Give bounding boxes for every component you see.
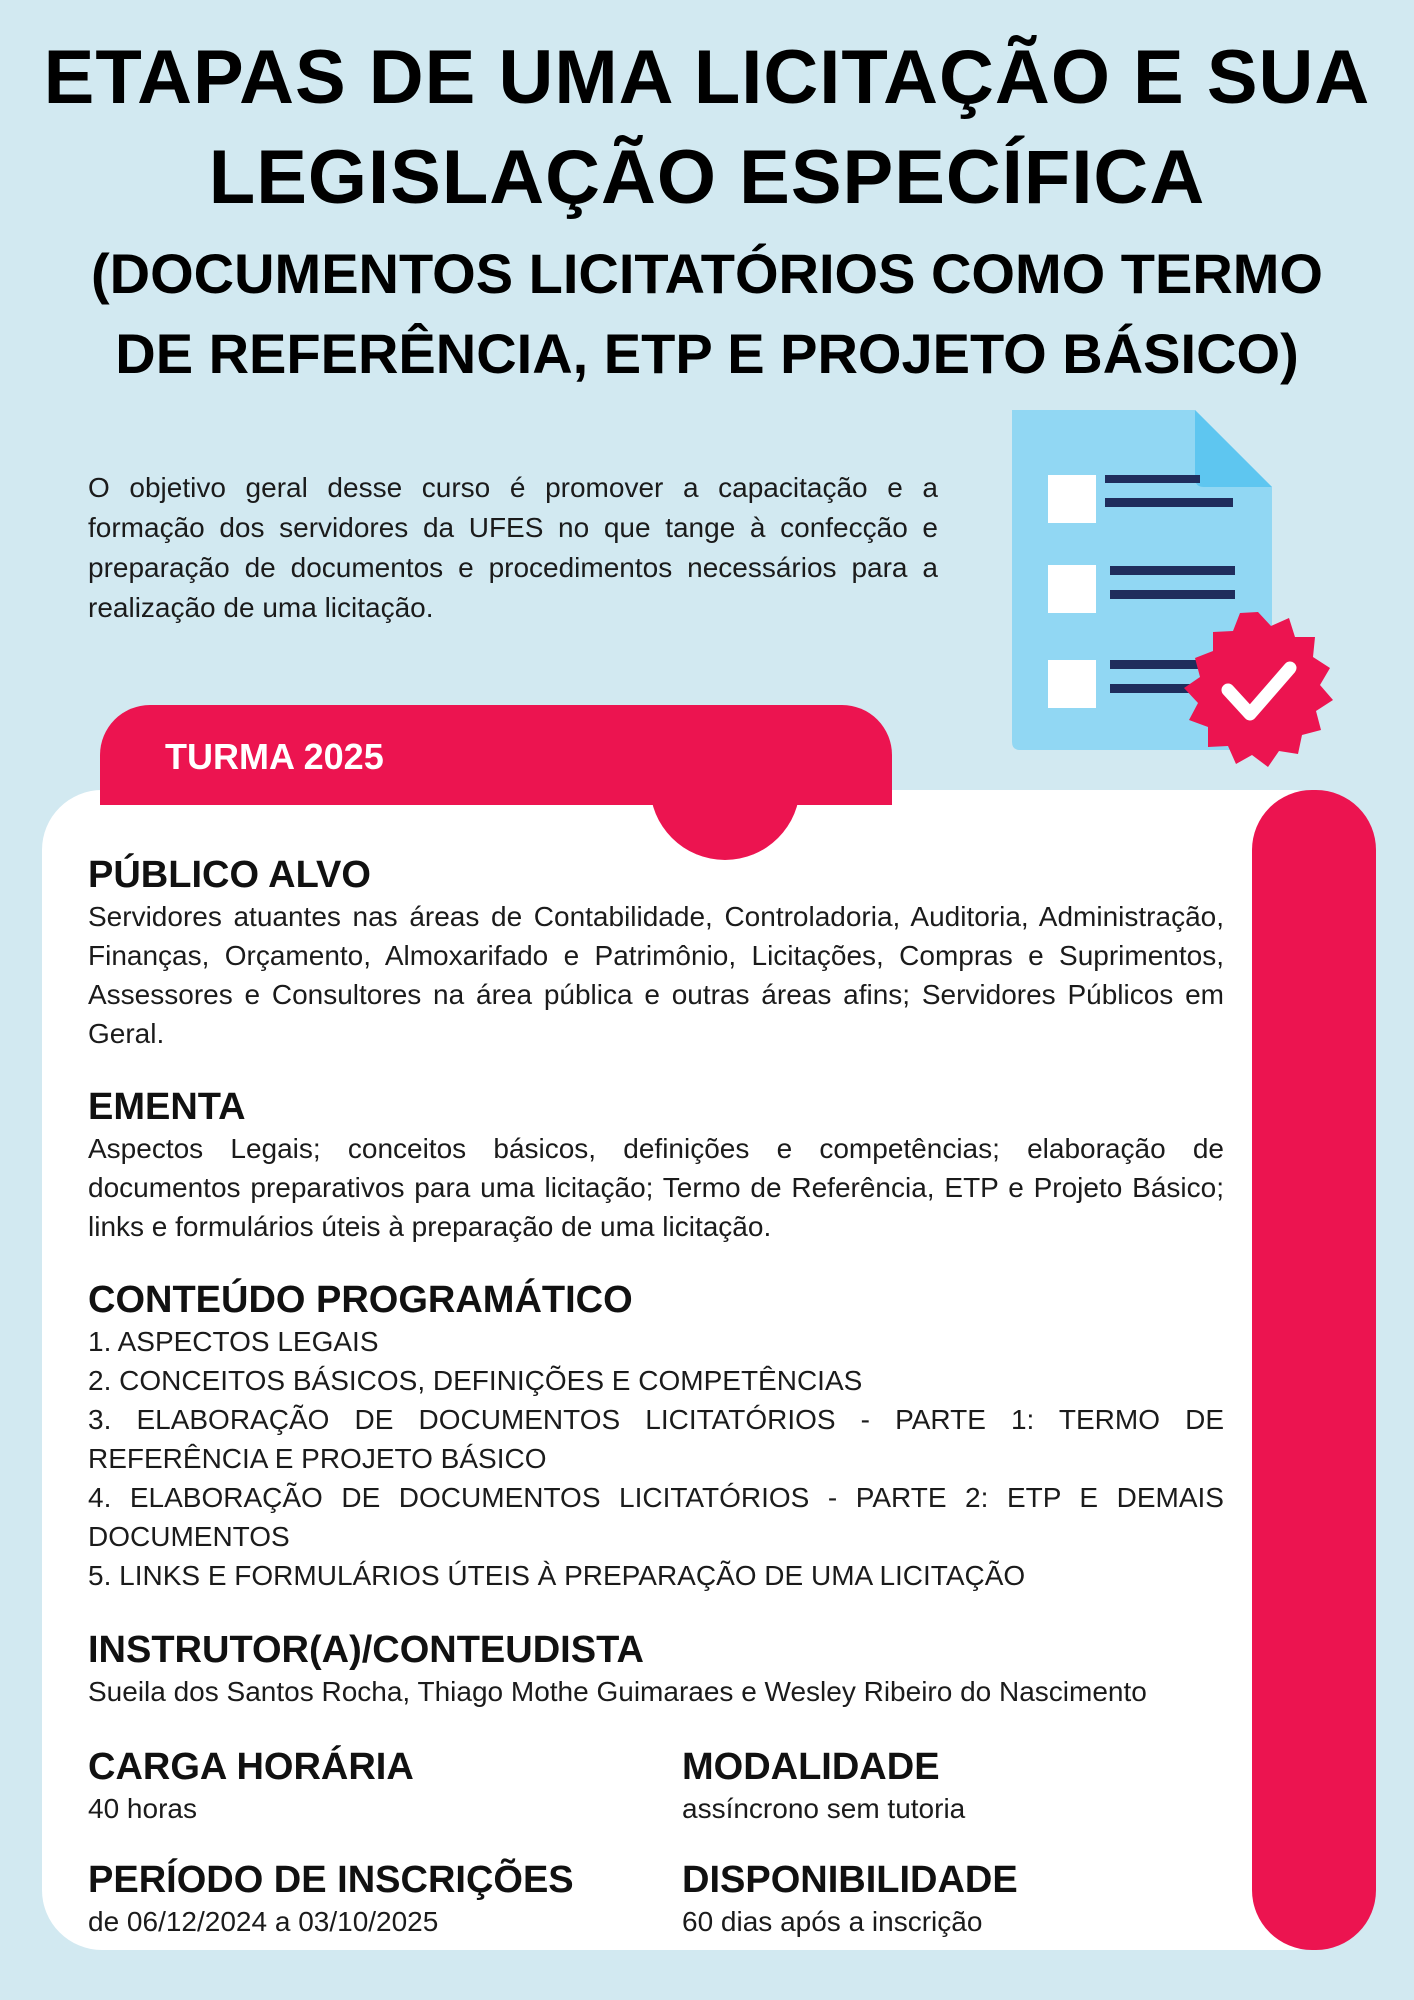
page-title [0, 28, 1414, 394]
carga-section [88, 1745, 628, 1828]
conteudo-section [88, 1278, 1224, 1595]
publico-alvo-body: Servidores atuantes nas áreas de Contabilidade, Controladoria, Auditoria, Administração, Finanças, Orçamento, Almoxarifado e Patrimônio, Licitações, Compras e Suprimentos, Assessores e Consultores na área pública e outras áreas afins; Servidores Públicos em Geral. [88, 901, 1224, 1049]
modalidade-title: MODALIDADE [682, 1746, 940, 1788]
turma-label: TURMA 2025 [165, 736, 384, 777]
list-item: 4. ELABORAÇÃO DE DOCUMENTOS LICITATÓRIOS - PARTE 2: ETP E DEMAIS DOCUMENTOS [88, 1482, 1224, 1552]
modalidade-section [682, 1745, 1222, 1828]
carga-body: 40 horas [88, 1793, 197, 1824]
publico-alvo-section [88, 853, 1224, 1053]
disponibilidade-title: DISPONIBILIDADE [682, 1859, 1018, 1901]
ementa-section [88, 1085, 1224, 1246]
title-line-2: LEGISLAÇÃO ESPECÍFICA [208, 135, 1206, 220]
instrutor-title: INSTRUTOR(A)/CONTEUDISTA [88, 1629, 644, 1671]
subtitle-line-2: DE REFERÊNCIA, ETP E PROJETO BÁSICO) [115, 322, 1299, 385]
publico-alvo-title: PÚBLICO ALVO [88, 854, 371, 896]
checklist-document-icon [1000, 400, 1340, 770]
list-item: 2. CONCEITOS BÁSICOS, DEFINIÇÕES E COMPETÊNCIAS [88, 1365, 863, 1396]
conteudo-list [88, 1322, 1224, 1595]
instrutor-body: Sueila dos Santos Rocha, Thiago Mothe Guimaraes e Wesley Ribeiro do Nascimento [88, 1676, 1147, 1707]
disponibilidade-body: 60 dias após a inscrição [682, 1906, 983, 1937]
list-item: 5. LINKS E FORMULÁRIOS ÚTEIS À PREPARAÇÃO DE UMA LICITAÇÃO [88, 1560, 1026, 1591]
disponibilidade-section [682, 1858, 1222, 1941]
title-line-1: ETAPAS DE UMA LICITAÇÃO E SUA [43, 35, 1371, 120]
conteudo-title: CONTEÚDO PROGRAMÁTICO [88, 1279, 633, 1321]
instrutor-section [88, 1628, 1224, 1711]
ementa-title: EMENTA [88, 1086, 246, 1128]
modalidade-body: assíncrono sem tutoria [682, 1793, 966, 1824]
periodo-title: PERÍODO DE INSCRIÇÕES [88, 1859, 574, 1901]
carga-title: CARGA HORÁRIA [88, 1746, 414, 1788]
intro-paragraph: O objetivo geral desse curso é promover a capacitação e a formação dos servidores da UFES no que tange à confecção e preparação de documentos e procedimentos necessários para a realização de uma licitação. [88, 472, 938, 623]
side-accent-bar [1252, 790, 1376, 1950]
periodo-body: de 06/12/2024 a 03/10/2025 [88, 1906, 439, 1937]
subtitle-line-1: (DOCUMENTOS LICITATÓRIOS COMO TERMO [91, 242, 1323, 305]
list-item: 3. ELABORAÇÃO DE DOCUMENTOS LICITATÓRIOS - PARTE 1: TERMO DE REFERÊNCIA E PROJETO BÁSICO [88, 1404, 1224, 1474]
periodo-section [88, 1858, 628, 1941]
list-item: 1. ASPECTOS LEGAIS [88, 1326, 379, 1357]
ementa-body: Aspectos Legais; conceitos básicos, definições e competências; elaboração de documentos preparativos para uma licitação; Termo de Referência, ETP e Projeto Básico; links e formulários úteis à preparação de uma licitação. [88, 1133, 1224, 1242]
